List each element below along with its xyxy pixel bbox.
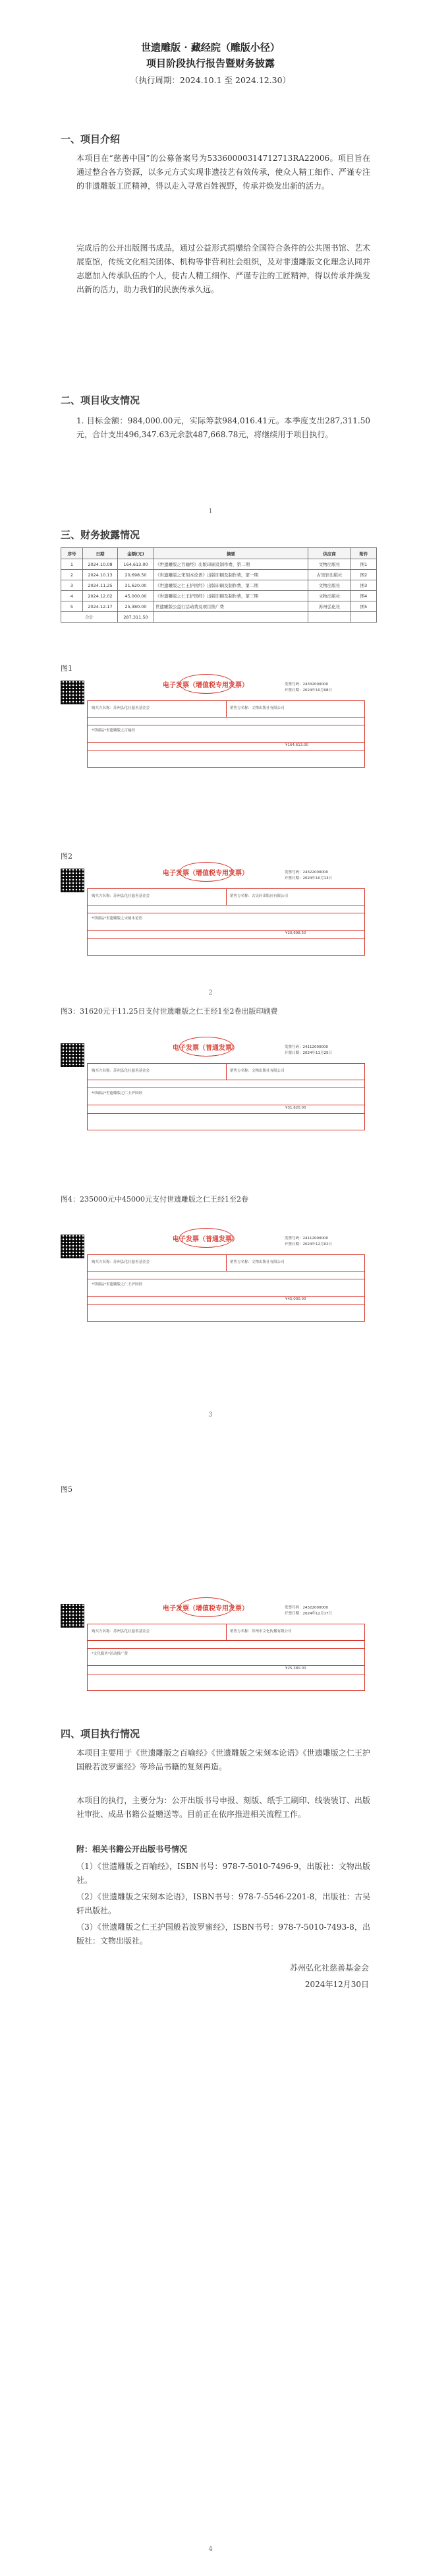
table-cell: 25,380.00 bbox=[118, 601, 154, 612]
table-row bbox=[61, 591, 377, 601]
section-heading-disclosure: 三、财务披露情况 bbox=[61, 529, 140, 541]
invoice-meta: 发票号码：24322000000 开票日期：2024年10月13日 bbox=[285, 871, 332, 880]
table-cell: 《世遗雕版之宋刻本论语》出版印刷及制作费，第一期 bbox=[154, 570, 308, 580]
column-header: 摘要 bbox=[154, 548, 308, 559]
invoice-buyer: 购买方名称：苏州弘化社慈善基金会 bbox=[92, 1630, 150, 1634]
page-number: 2 bbox=[208, 989, 213, 997]
invoice-total: ¥31,620.00 bbox=[285, 1106, 306, 1110]
invoice-image bbox=[61, 1035, 364, 1134]
invoice-seller: 销售方名称：文物出版社有限公司 bbox=[230, 1260, 285, 1264]
table-cell: 图4 bbox=[351, 591, 377, 601]
table-cell: 文物出版社 bbox=[308, 559, 351, 570]
invoice-item: *印刷品*世遗雕版之百喻经 bbox=[92, 729, 136, 733]
invoice-buyer: 购买方名称：苏州弘化社慈善基金会 bbox=[92, 1260, 150, 1264]
table-row bbox=[61, 580, 377, 591]
page-number: 1 bbox=[208, 508, 213, 515]
table-cell: 4 bbox=[61, 591, 83, 601]
table-row bbox=[61, 601, 377, 612]
qr-code-icon bbox=[61, 1043, 84, 1067]
table-cell: 2024.10.13 bbox=[83, 570, 118, 580]
table-cell: 3 bbox=[61, 580, 83, 591]
column-header: 序号 bbox=[61, 548, 83, 559]
invoice-table bbox=[87, 888, 365, 956]
isbn-heading: 附：相关书籍公开出版书号情况 bbox=[76, 1845, 188, 1854]
table-cell: 世遗雕版公益行活动费及项目推广费 bbox=[154, 601, 308, 612]
table-cell: 古吴轩出版社 bbox=[308, 570, 351, 580]
invoice-image bbox=[61, 1596, 364, 1695]
figure-label: 图5 bbox=[61, 1485, 72, 1494]
total-label: 合计 bbox=[61, 612, 118, 623]
table-cell: 2 bbox=[61, 570, 83, 580]
table-cell: 《世遗雕版之百喻经》出版印刷及制作费，第二期 bbox=[154, 559, 308, 570]
table-cell: 《世遗雕版之仁王护国经》出版印刷及制作费，第三期 bbox=[154, 591, 308, 601]
page-number: 4 bbox=[208, 2546, 213, 2553]
invoice-item: *印刷品*世遗雕版之仁王护国经 bbox=[92, 1091, 143, 1095]
invoice-title: 电子发票（普通发票） bbox=[173, 1236, 239, 1243]
table-cell: 图5 bbox=[351, 601, 377, 612]
invoice-table bbox=[87, 1063, 365, 1130]
invoice-item: *印刷品*世遗雕版之宋刻本论语 bbox=[92, 917, 143, 921]
section-heading-finance: 二、项目收支情况 bbox=[61, 394, 140, 406]
finance-paragraph: 1. 目标金额：984,000.00元，实际筹款984,016.41元。本季度支出287,311.50元，合计支出496,347.63元余款487,668.78元，将继续用于项目执行。 bbox=[76, 416, 370, 439]
column-header: 供应商 bbox=[308, 548, 351, 559]
signature-date: 2024年12月30日 bbox=[304, 1980, 369, 1989]
table-cell: 5 bbox=[61, 601, 83, 612]
invoice-buyer: 购买方名称：苏州弘化社慈善基金会 bbox=[92, 894, 150, 898]
figure-caption: 图3：31620元于11.25日支付世遗雕版之仁王经1至2卷出版印刷费 bbox=[61, 1007, 278, 1016]
invoice-total: ¥25,380.00 bbox=[285, 1667, 306, 1671]
invoice-seller: 销售方名称：文物出版社有限公司 bbox=[230, 1069, 285, 1073]
table-cell: 2024.12.02 bbox=[83, 591, 118, 601]
invoice-table bbox=[87, 700, 365, 768]
invoice-title: 电子发票（普通发票） bbox=[173, 1045, 239, 1052]
invoice-table bbox=[87, 1624, 365, 1691]
execution-period: （执行周期：2024.10.1 至 2024.12.30） bbox=[130, 75, 291, 85]
invoice-title: 电子发票（增值税专用发票） bbox=[163, 1605, 248, 1612]
invoice-meta: 发票号码：24322000000 开票日期：2024年12月17日 bbox=[285, 1606, 332, 1616]
table-cell: 2024.12.17 bbox=[83, 601, 118, 612]
signature-organization: 苏州弘化社慈善基金会 bbox=[289, 1963, 369, 1973]
invoice-total: ¥45,000.00 bbox=[285, 1297, 306, 1301]
invoice-title: 电子发票（增值税专用发票） bbox=[163, 682, 248, 689]
expenditure-table bbox=[61, 547, 377, 623]
invoice-meta: 发票号码：24112000000 开票日期：2024年11月25日 bbox=[285, 1045, 332, 1055]
invoice-total: ¥164,613.00 bbox=[285, 743, 308, 747]
invoice-title: 电子发票（增值税专用发票） bbox=[163, 870, 248, 877]
invoice-seller: 销售方名称：苏州市文化传播有限公司 bbox=[230, 1630, 292, 1634]
column-header: 附件 bbox=[351, 548, 377, 559]
isbn-book-1: （1）《世遗雕版之百喻经》，ISBN书号：978-7-5010-7496-9，出版社：文物出版社。 bbox=[76, 1862, 370, 1885]
column-header: 金额(元) bbox=[118, 548, 154, 559]
invoice-meta: 发票号码：24332000000 开票日期：2024年10月08日 bbox=[285, 683, 332, 692]
table-cell: 图3 bbox=[351, 580, 377, 591]
intro-paragraph-2: 完成后的公开出版图书成品，通过公益形式捐赠给全国符合条件的公共图书馆、艺术展览馆，传统文化相关团体、机构等非营利社会组织，及对非遗雕版文化理念认同并志愿加入传承队伍的个人，使古人精工细作、严谨专注的工匠精神，得以传承并焕发出新的活力，助力我们的民族传承久远。 bbox=[76, 243, 370, 294]
table-cell: 苏州弘化社 bbox=[308, 601, 351, 612]
column-header: 日期 bbox=[83, 548, 118, 559]
page-number: 3 bbox=[208, 1411, 213, 1419]
total-value: 287,311.50 bbox=[118, 612, 154, 623]
invoice-item: *文化服务*活动推广费 bbox=[92, 1652, 128, 1656]
qr-code-icon bbox=[61, 681, 84, 704]
table-cell: 2024.10.08 bbox=[83, 559, 118, 570]
table-cell: 20,698.50 bbox=[118, 570, 154, 580]
invoice-buyer: 购买方名称：苏州弘化社慈善基金会 bbox=[92, 1069, 150, 1073]
intro-paragraph-1: 本项目在“慈善中国”的公募备案号为53360000314712713RA22006。项目旨在通过整合各方资源，以多元方式实现非遗技艺有效传承，使众人精工细作、严谨专注的非遗雕版工匠精神，得以走入寻常百姓视野，传承并焕发出新的活力。 bbox=[76, 154, 370, 191]
section-heading-intro: 一、项目介绍 bbox=[61, 133, 121, 145]
table-cell: 45,000.00 bbox=[118, 591, 154, 601]
section-heading-execution: 四、项目执行情况 bbox=[61, 1728, 140, 1740]
table-cell: 164,613.00 bbox=[118, 559, 154, 570]
execution-paragraph-1: 本项目主要用于《世遗雕版之百喻经》《世遗雕版之宋刻本论语》《世遗雕版之仁王护国般若波罗蜜经》等珍品书籍的复刻再造。 bbox=[76, 1748, 370, 1771]
figure-label: 图2 bbox=[61, 852, 72, 861]
invoice-item: *印刷品*世遗雕版之仁王护国经 bbox=[92, 1283, 143, 1287]
invoice-image bbox=[61, 1227, 364, 1326]
figure-caption: 图4：235000元中45000元支付世遗雕版之仁王经1至2卷 bbox=[61, 1195, 248, 1204]
table-cell: 文物出版社 bbox=[308, 580, 351, 591]
isbn-book-3: （3）《世遗雕版之仁王护国般若波罗蜜经》，ISBN书号：978-7-5010-7493-8，出版社：文物出版社。 bbox=[76, 1922, 370, 1946]
invoice-seller: 销售方名称：古吴轩出版社有限公司 bbox=[230, 894, 289, 898]
table-cell: 《世遗雕版之仁王护国经》出版印刷及制作费，第二期 bbox=[154, 580, 308, 591]
table-cell: 1 bbox=[61, 559, 83, 570]
table-row bbox=[61, 570, 377, 580]
table-cell: 图1 bbox=[351, 559, 377, 570]
table-cell: 2024.11.25 bbox=[83, 580, 118, 591]
table-cell: 文物出版社 bbox=[308, 591, 351, 601]
table-row bbox=[61, 559, 377, 570]
isbn-book-2: （2）《世遗雕版之宋刻本论语》，ISBN书号：978-7-5546-2201-8，出版社：古吴轩出版社。 bbox=[76, 1892, 370, 1915]
table-header-row bbox=[61, 548, 377, 559]
invoice-table bbox=[87, 1254, 365, 1322]
invoice-image bbox=[61, 861, 364, 960]
invoice-seller: 销售方名称：文物出版社有限公司 bbox=[230, 706, 285, 710]
invoice-total: ¥20,698.50 bbox=[285, 931, 306, 935]
qr-code-icon bbox=[61, 1604, 84, 1628]
table-total-row bbox=[61, 612, 377, 623]
execution-paragraph-2: 本项目的执行，主要分为：公开出版书号申报、刻版、纸手工刷印、线装装订、出版社审批、成品书籍公益赠送等。目前正在依序推进相关流程工作。 bbox=[76, 1796, 370, 1819]
report-title-line1: 世遗雕版 · 藏经院（雕版小径） bbox=[141, 42, 280, 53]
figure-label: 图1 bbox=[61, 664, 72, 673]
qr-code-icon bbox=[61, 1235, 84, 1258]
table-cell: 图2 bbox=[351, 570, 377, 580]
invoice-buyer: 购买方名称：苏州弘化社慈善基金会 bbox=[92, 706, 150, 710]
report-title-line2: 项目阶段执行报告暨财务披露 bbox=[146, 57, 275, 69]
table-cell: 31,620.00 bbox=[118, 580, 154, 591]
invoice-image bbox=[61, 673, 364, 772]
qr-code-icon bbox=[61, 869, 84, 892]
invoice-meta: 发票号码：24112000000 开票日期：2024年12月02日 bbox=[285, 1237, 332, 1246]
